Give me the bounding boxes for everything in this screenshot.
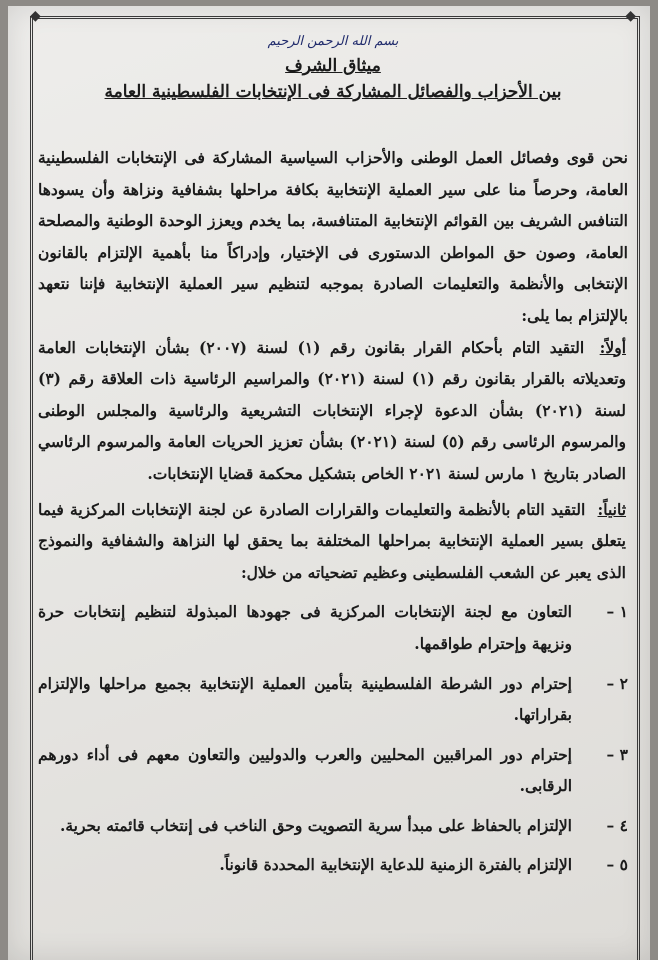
clause-text: التقيد التام بأحكام القرار بقانون رقم (١) لسنة (٢٠٠٧) بشأن الإنتخابات العامة وتعديلاته بالقرار بقانون رقم (١) لسنة (٢٠٢١) والمراسيم الرئاسية ذات العلاقة رقم (٣) لسنة (٢٠٢١) بشأن الدعوة لإجراء الإنتخابات التشريعية والرئاسية والمجلس الوطنى والمرسوم الرئاسى رقم (٥) لسنة (٢٠٢١) بشأن تعزيز الحريات العامة والمرسوم الرئاسي الصادر بتاريخ ١ مارس لسنة ٢٠٢١ الخاص بتشكيل محكمة قضايا الإنتخابات. (38, 337, 627, 483)
item-text: الإلتزام بالحفاظ على مبدأ سرية التصويت وحق الناخب فى إنتخاب قائمته بحرية. (59, 815, 572, 835)
document-title: ميثاق الشرف (285, 56, 381, 76)
clause-text: التقيد التام بالأنظمة والتعليمات والقرارات الصادرة عن لجنة الإنتخابات المركزية فيما يتعلق بسير العملية الإنتخابية بمراحلها المختلفة بما يحقق لها النزاهة والشفافية والنموذج الذى يعبر عن الشعب الفلسطينى وعظيم تضحياته من خلال: (38, 499, 626, 582)
list-item (38, 849, 628, 881)
document-page (8, 6, 650, 960)
corner-ornament-left: ◆ (30, 8, 41, 24)
document-subtitle: بين الأحزاب والفصائل المشاركة فى الإنتخابات الفلسطينية العامة (104, 82, 562, 102)
item-text: إحترام دور المراقبين المحليين والعرب والدوليين والتعاون معهم فى أداء دورهم الرقابى. (38, 744, 572, 796)
item-text: إحترام دور الشرطة الفلسطينية بتأمين العملية الإنتخابية بجميع مراحلها والإلتزام بقراراتها. (38, 673, 572, 725)
pledge-list (38, 596, 628, 881)
list-item (38, 739, 628, 802)
item-number: ٤ – (606, 815, 628, 835)
clause-label: ثانياً: (597, 499, 627, 519)
clause-label: أولاً: (599, 337, 627, 357)
list-item (38, 668, 628, 731)
item-number: ٣ – (606, 744, 628, 764)
list-item (38, 810, 628, 842)
item-text: التعاون مع لجنة الإنتخابات المركزية فى جهودها المبذولة لتنظيم إنتخابات حرة ونزيهة وإحترام طواقمها. (38, 602, 572, 653)
corner-ornament-right: ◆ (625, 8, 636, 24)
clause-second (38, 494, 628, 589)
intro-paragraph: نحن قوى وفصائل العمل الوطنى والأحزاب السياسية المشاركة فى الإنتخابات الفلسطينية العامة، وحرصاً منا على سير العملية الإنتخابية بكافة مراحلها بشفافية ونزاهة وأن يسودها التنافس الشريف بين القوائم الإنتخابية المتنافسة، بما يخدم ويعزز الوحدة الوطنية والمصلحة العامة، وصون حق المواطن الدستورى فى الإختيار، وإدراكاً منا بأهمية الإلتزام بالقانون الإنتخابى والأنظمة والتعليمات الصادرة بموجبه لتنظيم سير العملية الإنتخابية فإننا نتعهد بالإلتزام بما يلى: (38, 148, 628, 325)
clause-first (38, 332, 628, 490)
list-item (38, 596, 628, 659)
document-body (38, 34, 628, 881)
item-number: ١ – (606, 602, 628, 622)
item-number: ٢ – (606, 673, 628, 693)
item-number: ٥ – (606, 855, 628, 875)
item-text: الإلتزام بالفترة الزمنية للدعاية الإنتخابية المحددة قانوناً. (219, 855, 572, 875)
basmala: بسم الله الرحمن الرحيم (267, 34, 399, 49)
